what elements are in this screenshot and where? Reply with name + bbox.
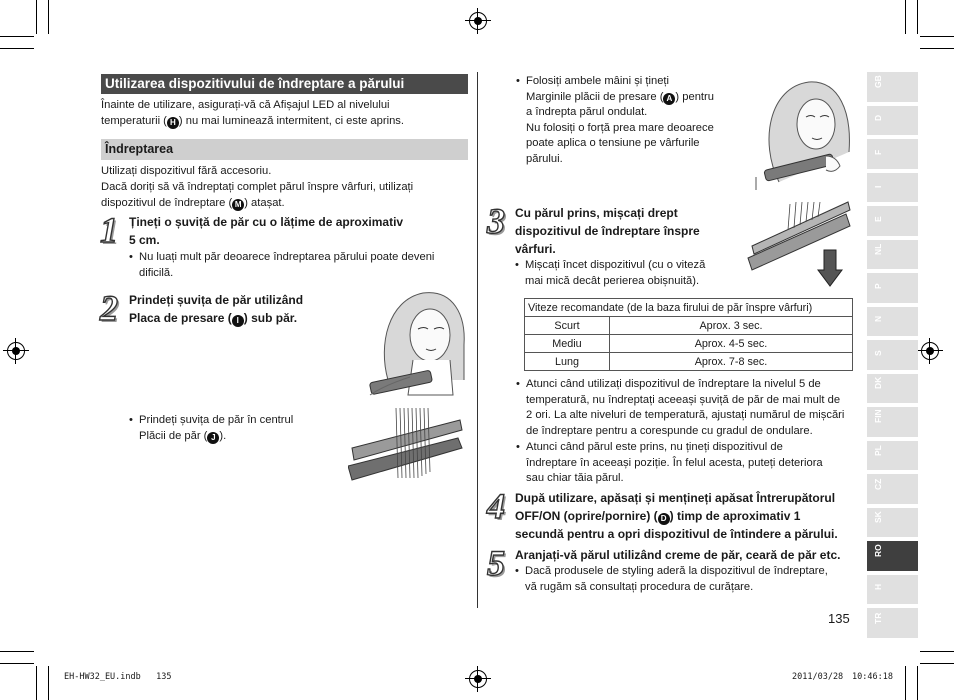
- crop-mark: [0, 663, 34, 664]
- footer-file: EH-HW32_EU.indb 135: [64, 672, 172, 682]
- tab-h[interactable]: H: [867, 575, 918, 605]
- tab-i[interactable]: I: [867, 173, 918, 203]
- straightener-down-arrow-illustration: [744, 200, 854, 288]
- registration-mark-icon: [921, 342, 939, 360]
- step-number-1: 1: [100, 210, 118, 250]
- intro-line-1: Înainte de utilizare, asigurați-vă că Afișajul LED al nivelului: [101, 99, 390, 111]
- crop-mark: [920, 663, 954, 664]
- tab-s[interactable]: S: [867, 340, 918, 370]
- tab-tr[interactable]: TR: [867, 608, 918, 638]
- speed-length-cell: Mediu: [525, 335, 610, 353]
- registration-mark-icon: [469, 670, 487, 688]
- step-3-title-a: Cu părul prins, mișcați drept: [515, 206, 678, 220]
- crop-mark: [0, 651, 34, 652]
- tab-ro[interactable]: RO: [867, 541, 918, 571]
- speed-time-cell: Aprox. 7-8 sec.: [610, 353, 853, 371]
- step-4-title-d: secundă pentru a opri dispozitivul de întindere a părului.: [515, 527, 838, 541]
- column-divider: [477, 72, 478, 608]
- recommended-speed-table: [524, 298, 853, 371]
- step-4-title-a: După utilizare, apăsați și mențineți apăsat Întrerupătorul: [515, 491, 836, 505]
- table-row: [525, 353, 853, 371]
- speed-time-cell: Aprox. 3 sec.: [610, 317, 853, 335]
- crop-mark: [917, 0, 918, 34]
- step-3-title-c: vârfuri.: [515, 242, 556, 256]
- tab-p[interactable]: P: [867, 273, 918, 303]
- badge-d-icon: D: [658, 513, 670, 525]
- speed-length-cell: Scurt: [525, 317, 610, 335]
- step-5-title: Aranjați-vă părul utilizând creme de păr, ceară de păr etc.: [515, 548, 841, 562]
- subsection-heading: Îndreptarea: [101, 139, 468, 160]
- level5-caution-bullet: • Atunci când utilizați dispozitivul de îndreptare la nivelul 5 de temperatură, nu îndreptați aceeași șuviță de păr de mai mult de 2 ori. La alte niveluri de temperatură, ajustați numărul de mișcări de îndreptare pentru a corespunde cu gradul de ondulare.: [516, 377, 856, 439]
- tab-gb[interactable]: GB: [867, 72, 918, 102]
- intro-line-2: temperaturii ( H ) nu mai luminează intermitent, ci este aprins.: [101, 115, 404, 127]
- woman-both-hands-illustration: [754, 72, 854, 194]
- registration-mark-icon: [7, 342, 25, 360]
- step-2b-bullet: • Folosiți ambele mâini și țineți Marginile plăcii de presare ( A ) pentru a îndrepta părul ondulat. Nu folosiți o forță prea mare deoarece poate aplica o tensiune pe vârfurile părului.: [516, 74, 714, 167]
- step-number-4: 4: [487, 486, 505, 526]
- step-2-title-a: Prindeți șuvița de păr utilizând: [129, 293, 304, 307]
- badge-h-icon: H: [167, 117, 179, 129]
- tab-f[interactable]: F: [867, 139, 918, 169]
- footer-time: 10:46:18: [852, 672, 893, 682]
- tab-d[interactable]: D: [867, 106, 918, 136]
- crop-mark: [920, 48, 954, 49]
- crop-mark: [48, 666, 49, 700]
- table-row: [525, 317, 853, 335]
- step-number-5: 5: [487, 543, 505, 583]
- tab-nl[interactable]: NL: [867, 240, 918, 270]
- crop-mark: [48, 0, 49, 34]
- crop-mark: [920, 651, 954, 652]
- step-3-title-b: dispozitivul de îndreptare înspre: [515, 224, 700, 238]
- badge-a-icon: A: [663, 93, 675, 105]
- tab-cz[interactable]: CZ: [867, 474, 918, 504]
- tab-e[interactable]: E: [867, 206, 918, 236]
- page-number: 135: [828, 611, 850, 626]
- crop-mark: [36, 0, 37, 34]
- crop-mark: [920, 36, 954, 37]
- step-1-title-b: 5 cm.: [129, 233, 160, 247]
- woman-straightening-illustration: [368, 285, 468, 410]
- step-4-title-b: OFF/ON (oprire/pornire) ( D ) timp de aproximativ 1: [515, 509, 801, 523]
- section-heading: Utilizarea dispozitivului de îndreptare a părului: [101, 74, 468, 94]
- crop-mark: [905, 666, 906, 700]
- tab-n[interactable]: N: [867, 307, 918, 337]
- same-position-caution-bullet: • Atunci când părul este prins, nu țineți dispozitivul de îndreptare în aceeași poziție. În felul acesta, puteți deteriora sau chiar tăia părul.: [516, 440, 856, 487]
- subsection-line-1: Utilizați dispozitivul fără accesoriu.: [101, 165, 272, 177]
- step-1-title-a: Țineți o șuviță de păr cu o lățime de aproximativ: [129, 215, 404, 229]
- subsection-line-2: Dacă doriți să vă îndreptați complet părul înspre vârfuri, utilizați: [101, 181, 414, 193]
- subsection-line-3: dispozitivul de îndreptare ( M ) atașat.: [101, 197, 285, 209]
- registration-mark-icon: [469, 12, 487, 30]
- step-1-bullet: • Nu luați mult păr deoarece îndreptarea părului poate deveni dificilă.: [129, 250, 434, 281]
- table-row: [525, 335, 853, 353]
- badge-j-icon: J: [207, 432, 219, 444]
- crop-mark: [917, 666, 918, 700]
- tab-pl[interactable]: PL: [867, 441, 918, 471]
- tab-dk[interactable]: DK: [867, 374, 918, 404]
- step-number-3: 3: [487, 201, 505, 241]
- speed-table-header: Viteze recomandate (de la baza firului de păr înspre vârfuri): [525, 299, 853, 317]
- footer-date: 2011/03/28: [792, 672, 844, 682]
- crop-mark: [905, 0, 906, 34]
- step-2-bullet: • Prindeți șuvița de păr în centrul Plăcii de păr ( J ).: [129, 413, 293, 444]
- badge-m-icon: M: [232, 199, 244, 211]
- language-tabs: [867, 72, 918, 642]
- step-number-2: 2: [100, 288, 118, 328]
- step-2-title-b: Placa de presare ( I ) sub păr.: [129, 311, 298, 325]
- tab-fin[interactable]: FIN: [867, 407, 918, 437]
- speed-time-cell: Aprox. 4-5 sec.: [610, 335, 853, 353]
- crop-mark: [36, 666, 37, 700]
- badge-i-icon: I: [232, 315, 244, 327]
- tab-sk[interactable]: SK: [867, 508, 918, 538]
- crop-mark: [0, 48, 34, 49]
- crop-mark: [0, 36, 34, 37]
- speed-length-cell: Lung: [525, 353, 610, 371]
- step-5-bullet: • Dacă produsele de styling aderă la dispozitivul de îndreptare, vă rugăm să consultați procedura de curățare.: [515, 564, 828, 595]
- straightener-closeup-illustration: [348, 408, 466, 488]
- step-3-bullet: • Mișcați încet dispozitivul (cu o viteză mai mică decât perierea obișnuită).: [515, 258, 705, 289]
